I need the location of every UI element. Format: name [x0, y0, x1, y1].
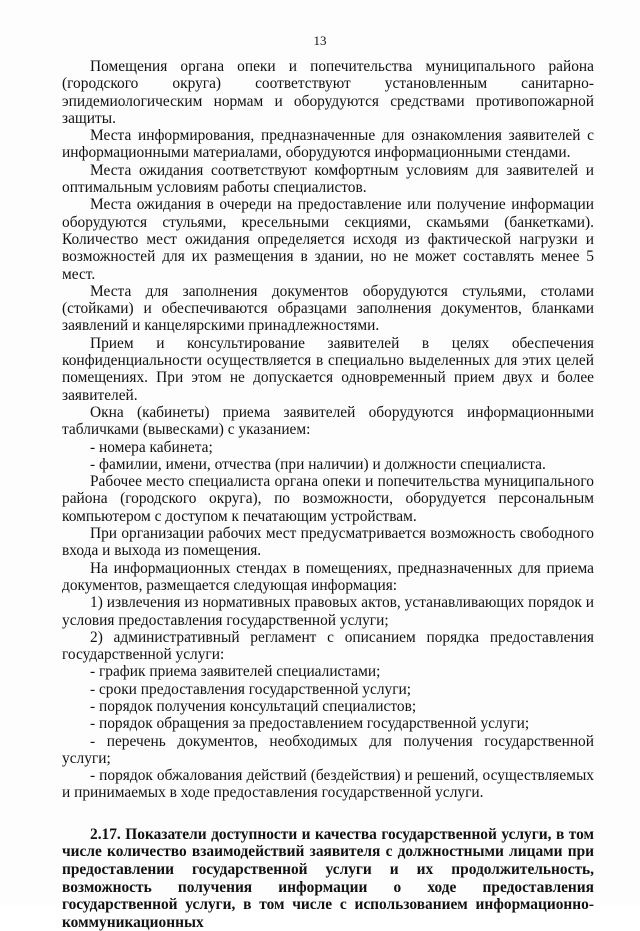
- paragraph: Места ожидания в очереди на предоставление или получение информации оборудуются стульями, кресельными секциями, скамьями (банкетками). Количество мест ожидания определяется исходя из фактической нагрузки и возможностей для их размещения в здании, но не может составлять менее 5 мест.: [62, 196, 594, 283]
- list-item: 2) административный регламент с описанием порядка предоставления государственной услуги:: [62, 628, 594, 664]
- list-item: - порядок обращения за предоставлением государственной услуги;: [90, 715, 530, 733]
- list-item: - порядок получения консультаций специалистов;: [90, 697, 417, 715]
- paragraph: Места информирования, предназначенные для ознакомления заявителей с информационными материалами, оборудуются информационными стендами.: [62, 127, 594, 162]
- list-item: - сроки предоставления государственной услуги;: [90, 680, 412, 698]
- paragraph: Окна (кабинеты) приема заявителей оборудуются информационными табличками (вывесками) с указанием:: [62, 403, 594, 439]
- paragraph: Рабочее место специалиста органа опеки и попечительства муниципального района (городского округа), по возможности, оборудуется персональным компьютером с доступом к печатающим устройствам.: [62, 473, 594, 525]
- page-number: 13: [313, 33, 327, 48]
- section-heading: 2.17. Показатели доступности и качества государственной услуги, в том числе количество взаимодействий заявителя с должностными лицами при предоставлении государственной услуги и их продолжительность, возможность получения информации о ходе предоставления государственной услуги, в том числе с использованием информационно-коммуникационных: [62, 825, 594, 931]
- list-item: - график приема заявителей специалистами;: [90, 663, 381, 681]
- paragraph: Помещения органа опеки и попечительства муниципального района (городского округа) соответствуют установленным санитарно-эпидемиологическим нормам и оборудуются средствами противопожарной защиты.: [62, 58, 594, 127]
- document-body: [62, 58, 594, 931]
- paragraph: Места ожидания соответствуют комфортным условиям для заявителей и оптимальным условиям работы специалистов.: [62, 161, 594, 197]
- paragraph: Прием и консультирование заявителей в целях обеспечения конфиденциальности осуществляется в специально выделенных для этих целей помещениях. При этом не допускается одновременный прием двух и более заявителей.: [62, 334, 594, 404]
- list-item: 1) извлечения из нормативных правовых актов, устанавливающих порядок и условия предоставления государственной услуги;: [62, 594, 594, 629]
- list-item: - перечень документов, необходимых для получения государственной услуги;: [62, 732, 594, 767]
- list-item: - порядок обжалования действий (бездействия) и решений, осуществляемых и принимаемых в ходе предоставления государственной услуги.: [62, 767, 594, 802]
- paragraph: Места для заполнения документов оборудуются стульями, столами (стойками) и обеспечиваются образцами заполнения документов, бланками заявлений и канцелярскими принадлежностями.: [62, 282, 594, 335]
- paragraph: На информационных стендах в помещениях, предназначенных для приема документов, размещается следующая информация:: [62, 559, 594, 594]
- paragraph: При организации рабочих мест предусматривается возможность свободного входа и выхода из помещения.: [62, 525, 594, 560]
- list-item: - номера кабинета;: [90, 438, 213, 456]
- list-item: - фамилии, имени, отчества (при наличии) и должности специалиста.: [90, 455, 546, 473]
